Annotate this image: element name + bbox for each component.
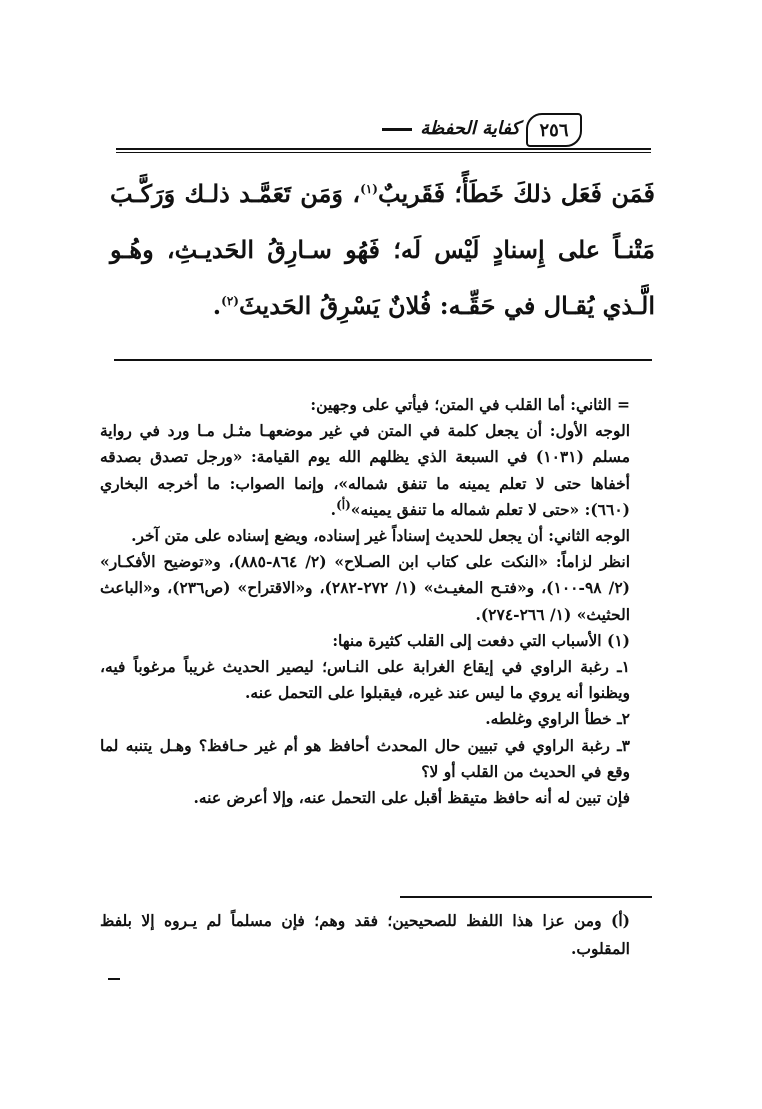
footnote-line: الوجه الثاني: أن يجعل للحديث إسناداً غير إسناده، ويضع إسناده على متن آخر. xyxy=(131,526,630,546)
main-text xyxy=(110,166,655,334)
footnote-ref-1: (١) xyxy=(360,182,378,196)
main-paragraph: فَمَن فَعَل ذلكَ خَطَأً؛ فَقَريبٌ$^{(١)}$، وَمَن تَعَمَّـد ذلـك وَرَكَّـبَ مَتْنـاً على إِسنادٍ لَيْس لَه؛ فَهُو سـارِقُ الحَديـثِ، وهُـو الَّـذي يُقـال في حَقِّـه: فُلانٌ يَسْرِقُ الحَديثَ$^{(٢)}$. xyxy=(110,179,655,320)
footnote-ref-a: (أ) xyxy=(336,497,351,512)
page-number xyxy=(526,113,582,147)
sub-footnote xyxy=(100,907,652,963)
sub-footnote-separator xyxy=(400,896,652,898)
footnotes xyxy=(100,392,652,811)
footnote-line: ٢ـ خطأ الراوي وغلطه. xyxy=(485,709,630,729)
sub-footnote-text: (أ) ومن عزا هذا اللفظ للصحيحين؛ فقد وهم؛ فإن مسلماً لم يـروه إلا بلفظ المقلوب. xyxy=(100,911,630,958)
page-number-text: ٢٥٦ xyxy=(539,119,569,141)
footnote-line: ١ـ رغبة الراوي في إيقاع الغرابة على النـاس؛ ليصير الحديث غريباً مرغوباً فيه، ويظنوا أنه يروي ما ليس عند غيره، فيقبلوا على التحمل عنه. xyxy=(100,657,630,703)
footnote-line: (١) الأسباب التي دفعت إلى القلب كثيرة منها: xyxy=(332,630,630,650)
footnote-line: = الثاني: أما القلب في المتن؛ فيأتي على وجهين: xyxy=(310,395,630,414)
footnote-line: الوجه الأول: أن يجعل كلمة في المتن في غير موضعهـا مثـل مـا ورد في رواية مسلم (١٠٣١) في السبعة الذي يظلهم الله يوم القيامة: «ورجل تصدق بصدقه أخفاها حتى لا تعلم يمينه ما تنفق شماله»، وإنما الصواب: ما أخرجه البخاري (٦٦٠): «حتى لا تعلم شماله ما تنفق يمينه»$^{(أ)}$. xyxy=(100,421,630,519)
footnote-line: فإن تبين له أنه حافظ متيقظ أقبل على التحمل عنه، وإلا أعرض عنه. xyxy=(193,788,630,808)
book-title: كفاية الحفظة xyxy=(120,118,520,139)
end-dash xyxy=(108,978,120,980)
footnote-line: ٣ـ رغبة الراوي في تبيين حال المحدث أحافظ هو أم غير حـافظ؟ وهـل يتنبه لما وقع في الحديث من القلب أو لا؟ xyxy=(100,735,630,781)
footnote-line: انظر لزاماً: «النكت على كتاب ابن الصـلاح» (٢/ ٨٦٤-٨٨٥)، و«توضيح الأفكـار» (٢/ ٩٨-١٠٠)، و«فتـح المغيـث» (١/ ٢٧٢-٢٨٢)، و«الاقتراح» (ص٢٣٦)، و«الباعث الحثيث» (١/ ٢٦٦-٢٧٤). xyxy=(100,552,630,624)
header-rule-thin xyxy=(116,152,651,153)
footnote-ref-2: (٢) xyxy=(221,294,239,308)
header-rule xyxy=(116,148,651,150)
footnote-separator xyxy=(114,359,652,361)
